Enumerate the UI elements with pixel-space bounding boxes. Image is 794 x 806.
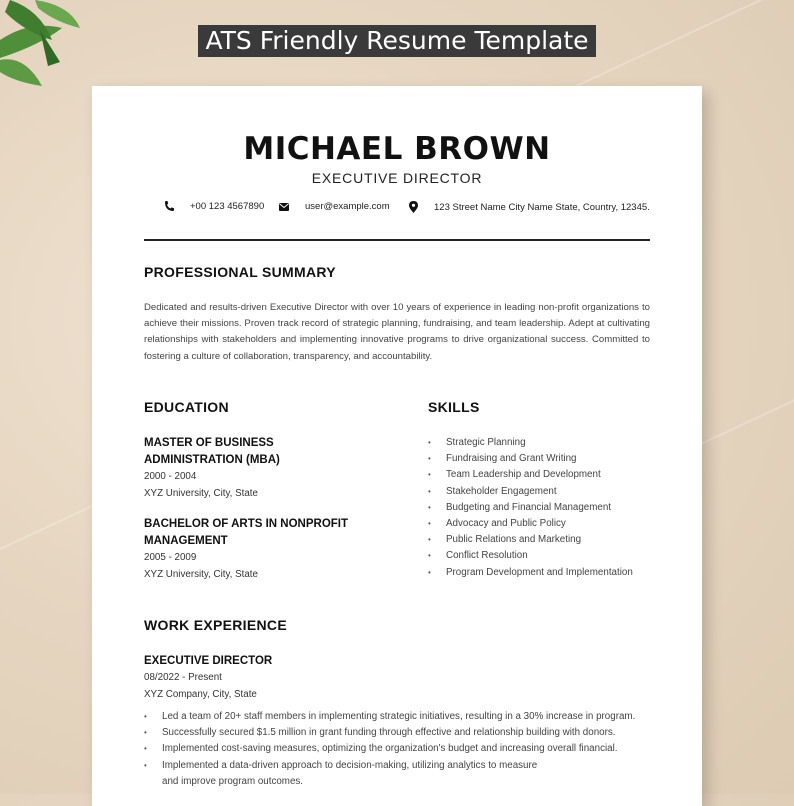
envelope-icon bbox=[279, 203, 289, 211]
skill-item: • Public Relations and Marketing bbox=[428, 532, 633, 548]
summary-heading: PROFESSIONAL SUMMARY bbox=[144, 264, 336, 280]
skill-item: • Conflict Resolution bbox=[428, 548, 633, 564]
work-heading: WORK EXPERIENCE bbox=[144, 617, 287, 633]
skill-item: • Program Development and Implementation bbox=[428, 565, 633, 581]
job-title: EXECUTIVE DIRECTOR bbox=[144, 655, 273, 667]
header-divider bbox=[144, 239, 650, 241]
address-text: 123 Street Name City Name State, Country, 12345. bbox=[434, 201, 650, 213]
candidate-title: EXECUTIVE DIRECTOR bbox=[311, 170, 483, 186]
degree-title: MASTER OF BUSINESS ADMINISTRATION (MBA) bbox=[144, 437, 280, 466]
work-entry bbox=[144, 653, 364, 703]
work-bullet: • Successfully secured $1.5 million in grant funding through effective and relationship building with donors. bbox=[144, 725, 664, 741]
banner-title: ATS Friendly Resume Template bbox=[198, 25, 596, 57]
degree-title: BACHELOR OF ARTS IN NONPROFIT MANAGEMENT bbox=[144, 518, 349, 547]
candidate-name: MICHAEL BROWN bbox=[243, 131, 551, 167]
resume-page bbox=[92, 86, 702, 806]
skill-item: • Budgeting and Financial Management bbox=[428, 500, 633, 516]
skills-heading: SKILLS bbox=[428, 399, 480, 415]
skill-item: • Team Leadership and Development bbox=[428, 467, 633, 483]
degree-school: XYZ University, City, State bbox=[144, 487, 258, 499]
skill-item: • Fundraising and Grant Writing bbox=[428, 451, 633, 467]
work-bullets bbox=[144, 709, 664, 790]
work-bullet: and improve program outcomes. bbox=[162, 775, 304, 787]
education-entry bbox=[144, 516, 364, 583]
skill-item: • Stakeholder Engagement bbox=[428, 484, 633, 500]
skill-item: • Strategic Planning bbox=[428, 435, 633, 451]
work-bullet: • Implemented a data-driven approach to decision-making, utilizing analytics to measure bbox=[144, 758, 664, 774]
phone-icon bbox=[164, 201, 174, 212]
education-entry bbox=[144, 435, 364, 502]
contact-email bbox=[279, 201, 390, 212]
job-company: XYZ Company, City, State bbox=[144, 688, 257, 700]
contact-phone bbox=[164, 201, 264, 212]
degree-school: XYZ University, City, State bbox=[144, 568, 258, 580]
contact-address bbox=[409, 201, 650, 213]
phone-text: +00 123 4567890 bbox=[190, 201, 265, 212]
degree-years: 2000 - 2004 bbox=[144, 471, 197, 482]
education-heading: EDUCATION bbox=[144, 399, 229, 415]
skill-item: • Advocacy and Public Policy bbox=[428, 516, 633, 532]
job-dates: 08/2022 - Present bbox=[144, 672, 222, 683]
plant-decoration bbox=[0, 0, 90, 95]
skills-list bbox=[428, 435, 633, 581]
email-text: user@example.com bbox=[305, 201, 390, 212]
work-bullet: • Led a team of 20+ staff members in implementing strategic initiatives, resulting in a 30% increase in program. bbox=[144, 709, 664, 725]
degree-years: 2005 - 2009 bbox=[144, 552, 197, 563]
work-bullet: • Implemented cost-saving measures, optimizing the organization's budget and increasing overall financial. bbox=[144, 741, 664, 757]
location-pin-icon bbox=[409, 201, 418, 213]
summary-text: Dedicated and results-driven Executive Director with over 10 years of experience in leading non-profit organizations to achieve their missions. Proven track record of strategic planning, fundraising, and team leadership. Adept at cultivating relationships with stakeholders and implementing innovative programs to drive organizational success. Committed to fostering a culture of collaboration, transparency, and accountability. bbox=[144, 302, 650, 362]
